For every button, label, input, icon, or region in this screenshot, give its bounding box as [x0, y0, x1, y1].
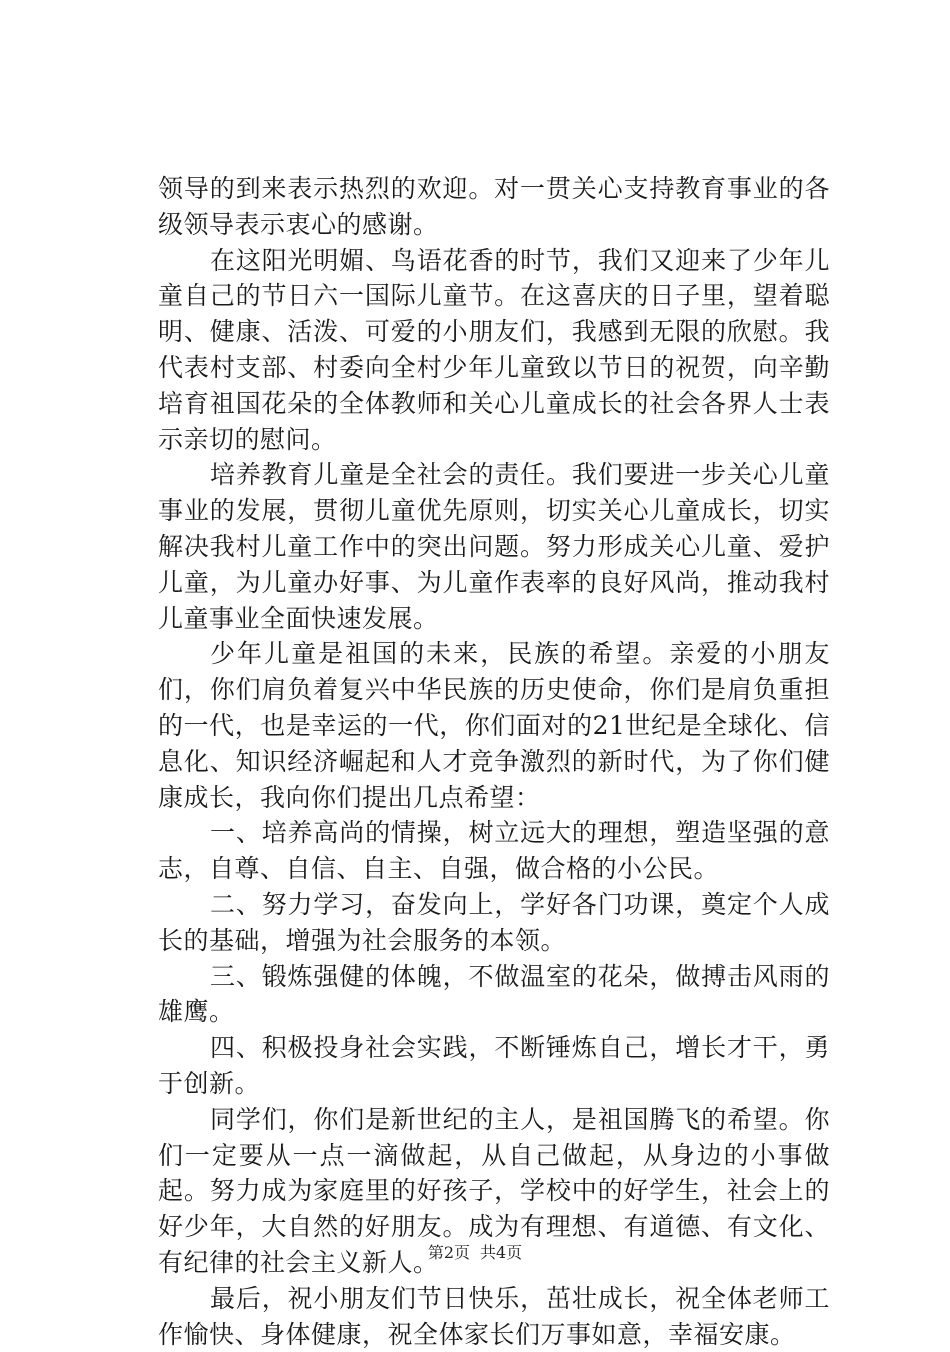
list-item-hope-2: 二、努力学习，奋发向上，学好各门功课，奠定个人成长的基础，增强为社会服务的本领。: [158, 889, 830, 955]
list-item-hope-4: 四、积极投身社会实践，不断锤炼自己，增长才干，勇于创新。: [158, 1033, 830, 1098]
paragraph: 培养教育儿童是全社会的责任。我们要进一步关心儿童事业的发展，贯彻儿童优先原则，切实关心儿童成长，切实解决我村儿童工作中的突出问题。努力形成关心儿童、爱护儿童，为儿童办好事、为儿童作表率的良好风尚，推动我村儿童事业全面快速发展。: [158, 460, 830, 633]
page-number: 第2页: [427, 1243, 470, 1262]
paragraph: 同学们，你们是新世纪的主人，是祖国腾飞的希望。你们一定要从一点一滴做起，从自己做起，从身边的小事做起。努力成为家庭里的好孩子，学校中的好学生，社会上的好少年，大自然的好朋友。成为有理想、有道德、有文化、有纪律的社会主义新人。: [158, 1104, 830, 1277]
list-item-hope-3: 三、锻炼强健的体魄，不做温室的花朵，做搏击风雨的雄鹰。: [158, 961, 830, 1027]
page-footer: [0, 1242, 950, 1264]
paragraph: 少年儿童是祖国的未来，民族的希望。亲爱的小朋友们，你们肩负着复兴中华民族的历史使命，你们是肩负重担的一代，也是幸运的一代，你们面对的21世纪是全球化、信息化、知识经济崛起和人才竞争激烈的新时代，为了你们健康成长，我向你们提出几点希望：: [158, 639, 830, 812]
list-item-hope-1: 一、培养高尚的情操，树立远大的理想，塑造坚强的意志，自尊、自信、自主、自强，做合格的小公民。: [158, 818, 830, 884]
closing-paragraph: 最后，祝小朋友们节日快乐，茁壮成长，祝全体老师工作愉快、身体健康，祝全体家长们万事如意，幸福安康。: [158, 1283, 830, 1349]
page-total: 共4页: [480, 1243, 523, 1262]
document-body: [158, 171, 830, 1352]
paragraph: 在这阳光明媚、鸟语花香的时节，我们又迎来了少年儿童自己的节日六一国际儿童节。在这喜庆的日子里，望着聪明、健康、活泼、可爱的小朋友们，我感到无限的欣慰。我代表村支部、村委向全村少年儿童致以节日的祝贺，向辛勤培育祖国花朵的全体教师和关心儿童成长的社会各界人士表示亲切的慰问。: [158, 245, 830, 454]
paragraph-continued: 领导的到来表示热烈的欢迎。对一贯关心支持教育事业的各级领导表示衷心的感谢。: [158, 174, 830, 239]
